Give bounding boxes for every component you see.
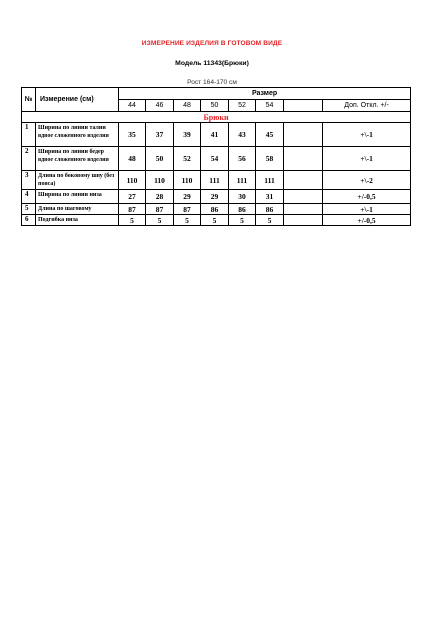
- measurement-value: 5: [201, 215, 229, 226]
- measurement-value: 5: [229, 215, 256, 226]
- section-label: Брюки: [22, 112, 411, 123]
- measurement-name: Ширина по линии талии вдвое сложенного изделия: [36, 123, 119, 147]
- measurement-table: [21, 87, 411, 226]
- row-number: 6: [22, 215, 36, 226]
- measurement-value: 111: [229, 171, 256, 190]
- measurement-value: 87: [119, 204, 146, 215]
- header-row: [22, 88, 411, 100]
- measurement-value: 43: [229, 123, 256, 147]
- measurement-value: 56: [229, 147, 256, 171]
- size-cell: 50: [201, 100, 229, 112]
- size-cell: 44: [119, 100, 146, 112]
- measurement-name: Длина по боковому шву (без пояса): [36, 171, 119, 190]
- measurement-value: [284, 123, 323, 147]
- measurement-value: 28: [146, 190, 174, 204]
- size-cell: [284, 100, 323, 112]
- document-title: ИЗМЕРЕНИЕ ИЗДЕЛИЯ В ГОТОВОМ ВИДЕ: [141, 40, 283, 47]
- height-range: Рост 164-170 см: [187, 79, 237, 86]
- measurement-value: 111: [256, 171, 284, 190]
- tolerance-value: +/-0,5: [323, 215, 411, 226]
- header-number: №: [22, 88, 36, 112]
- measurement-value: 110: [119, 171, 146, 190]
- measurement-value: 35: [119, 123, 146, 147]
- measurement-value: 50: [146, 147, 174, 171]
- measurement-value: 5: [256, 215, 284, 226]
- measurement-value: 31: [256, 190, 284, 204]
- table-row: [22, 190, 411, 204]
- row-number: 1: [22, 123, 36, 147]
- row-number: 2: [22, 147, 36, 171]
- row-number: 4: [22, 190, 36, 204]
- measurement-value: 5: [146, 215, 174, 226]
- measurement-value: 29: [174, 190, 201, 204]
- tolerance-value: +\-2: [323, 171, 411, 190]
- measurement-value: 39: [174, 123, 201, 147]
- table-row: [22, 123, 411, 147]
- measurement-value: 110: [146, 171, 174, 190]
- measurement-value: 48: [119, 147, 146, 171]
- measurement-name: Ширина по линии бедер вдвое сложенного изделия: [36, 147, 119, 171]
- header-measurement: Измерение (см): [36, 88, 119, 112]
- measurement-value: 86: [256, 204, 284, 215]
- size-cell: 52: [229, 100, 256, 112]
- measurement-value: [284, 190, 323, 204]
- measurement-value: [284, 171, 323, 190]
- header-tolerance: Доп. Откл. +/-: [323, 100, 411, 112]
- measurement-value: [284, 204, 323, 215]
- tolerance-value: +\-1: [323, 147, 411, 171]
- table-row: [22, 147, 411, 171]
- measurement-value: 45: [256, 123, 284, 147]
- measurement-name: Подгибка низа: [36, 215, 119, 226]
- measurement-value: 58: [256, 147, 284, 171]
- size-cell: 48: [174, 100, 201, 112]
- measurement-value: 37: [146, 123, 174, 147]
- table-row: [22, 215, 411, 226]
- header-size: Размер: [119, 88, 411, 100]
- tolerance-value: +/-0,5: [323, 190, 411, 204]
- size-cell: 54: [256, 100, 284, 112]
- table-row: [22, 204, 411, 215]
- measurement-value: 87: [174, 204, 201, 215]
- measurement-value: 5: [174, 215, 201, 226]
- measurement-value: 30: [229, 190, 256, 204]
- measurement-value: 27: [119, 190, 146, 204]
- table-row: [22, 171, 411, 190]
- row-number: 5: [22, 204, 36, 215]
- measurement-value: 86: [229, 204, 256, 215]
- model-name: Модель 11343(Брюки): [175, 60, 249, 67]
- measurement-name: Длина по шаговому: [36, 204, 119, 215]
- measurement-value: 87: [146, 204, 174, 215]
- tolerance-value: +\-1: [323, 123, 411, 147]
- measurement-value: 54: [201, 147, 229, 171]
- tolerance-value: +\-1: [323, 204, 411, 215]
- measurement-value: 41: [201, 123, 229, 147]
- measurement-name: Ширина по линии низа: [36, 190, 119, 204]
- measurement-value: 111: [201, 171, 229, 190]
- measurement-value: 29: [201, 190, 229, 204]
- measurement-value: 5: [119, 215, 146, 226]
- table-body: [22, 123, 411, 226]
- row-number: 3: [22, 171, 36, 190]
- measurement-value: 86: [201, 204, 229, 215]
- section-row: [22, 112, 411, 123]
- size-cell: 46: [146, 100, 174, 112]
- measurement-value: 110: [174, 171, 201, 190]
- measurement-value: 52: [174, 147, 201, 171]
- measurement-value: [284, 215, 323, 226]
- measurement-value: [284, 147, 323, 171]
